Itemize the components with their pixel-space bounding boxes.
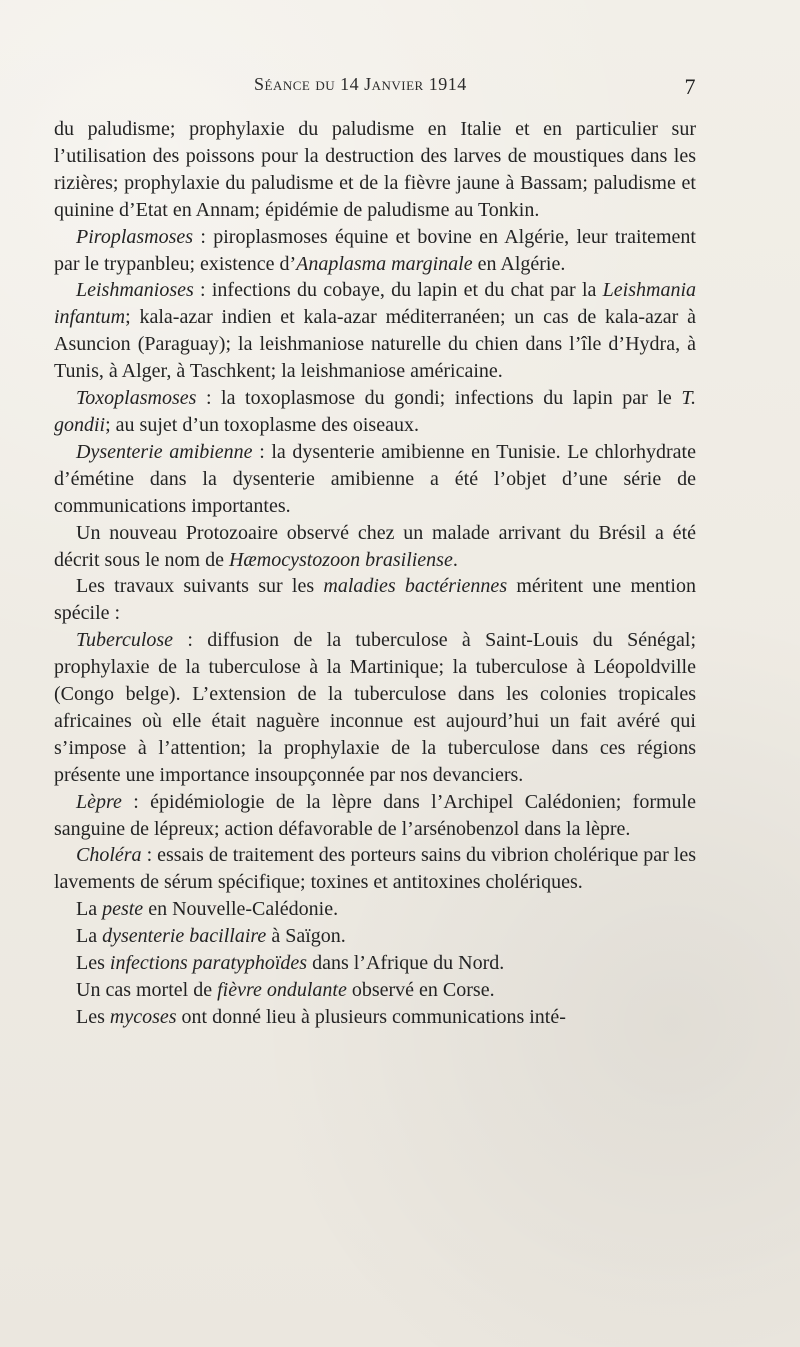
running-head: Séance du 14 Janvier 1914 xyxy=(254,74,467,94)
italic-text: mycoses xyxy=(109,1005,177,1028)
paragraph-text: ont donné lieu à plusieurs communications inté- xyxy=(176,1005,566,1028)
paragraph-text: La xyxy=(76,898,103,921)
paragraph-text: en Algérie. xyxy=(472,252,566,275)
paragraph-text: : infections du cobaye, du lapin et du chat par la xyxy=(193,279,603,302)
term-lepre: Lèpre xyxy=(76,790,122,813)
paragraph-toxoplasmoses xyxy=(54,385,696,439)
paragraph-text: . xyxy=(452,548,458,571)
paragraph-maladies-bacteriennes xyxy=(54,573,696,627)
paragraph-text: dans l’Afrique du Nord. xyxy=(307,952,505,975)
italic-text: infections paratyphoïdes xyxy=(109,952,308,975)
paragraph-peste xyxy=(54,896,696,923)
italic-text: maladies bactériennes xyxy=(323,575,508,598)
term-leishmanioses: Leishmanioses xyxy=(76,279,194,302)
paragraph-dysenterie-bacillaire xyxy=(54,923,696,950)
term-tuberculose: Tuberculose xyxy=(76,629,174,652)
paragraph-cholera xyxy=(54,842,696,896)
paragraph-tuberculose xyxy=(54,627,696,788)
paragraph-protozoaire xyxy=(54,520,696,574)
document-body xyxy=(54,116,696,1031)
italic-text: Anaplasma marginale xyxy=(296,252,473,275)
italic-text: Hæmocystozoon brasiliense xyxy=(228,548,453,571)
term-piroplasmoses: Piroplasmoses xyxy=(76,225,194,248)
paragraph-text: : la dysenterie amibienne en Tunisie. Le chlorhydrate d’émétine dans la dysenterie amibienne a été l’objet d’une série de communications importantes. xyxy=(54,440,696,517)
paragraph-text: Les travaux suivants sur les xyxy=(76,575,324,598)
paragraph-text: à Saïgon. xyxy=(266,925,346,948)
paragraph-paludisme xyxy=(54,116,696,224)
paragraph-dysenterie-amibienne xyxy=(54,439,696,520)
page-header xyxy=(54,74,696,104)
term-toxoplasmoses: Toxoplasmoses xyxy=(76,387,197,410)
italic-text: T. gondii xyxy=(54,387,696,436)
paragraph-text: ; au sujet d’un toxoplasme des oiseaux. xyxy=(105,413,419,436)
paragraph-text: La xyxy=(76,925,103,948)
term-cholera: Choléra xyxy=(76,844,142,867)
paragraph-leishmanioses xyxy=(54,277,696,385)
paragraph-lepre xyxy=(54,789,696,843)
paragraph-text: : épidémiologie de la lèpre dans l’Archipel Calédonien; formule sanguine de lépreux; action défavorable de l’arsénobenzol dans la lèpre. xyxy=(54,790,696,840)
paragraph-infections-paratyphoides xyxy=(54,950,696,977)
italic-text: Leishmania infantum xyxy=(54,279,696,329)
paragraph-text: observé en Corse. xyxy=(346,979,495,1001)
paragraph-text: : la toxoplasmose du gondi; infections du lapin par le xyxy=(196,387,682,410)
paragraph-fievre-ondulante xyxy=(54,977,696,1004)
italic-text: peste xyxy=(102,898,144,921)
page-number: 7 xyxy=(684,74,696,99)
italic-text: dysenterie bacillaire xyxy=(102,925,267,948)
paragraph-mycoses xyxy=(54,1004,696,1031)
paragraph-text: en Nouvelle-Calédonie. xyxy=(143,898,339,921)
paragraph-text: Les xyxy=(76,952,110,975)
paragraph-piroplasmoses xyxy=(54,224,696,278)
paragraph-text: Un nouveau Protozoaire observé chez un malade arrivant du Brésil a été décrit sous le nom de xyxy=(54,521,696,571)
paragraph-text: Un cas mortel de xyxy=(76,979,218,1001)
paragraph-text: méritent une mention spécile : xyxy=(54,575,696,625)
paragraph-text: : essais de traitement des porteurs sains du vibrion cholérique par les lavements de sérum spécifique; toxines et antitoxines cholériques. xyxy=(54,844,696,894)
paragraph-text: Les xyxy=(76,1005,110,1028)
paragraph-text: du paludisme; prophylaxie du paludisme en Italie et en particulier sur l’utilisation des poissons pour la destruction des larves de moustiques dans les rizières; prophylaxie du paludisme et de la fièvre jaune à Bassam; paludisme et quinine d’Etat en Annam; épidémie de paludisme au Tonkin. xyxy=(54,118,696,221)
paragraph-text: ; kala-azar indien et kala-azar méditerranéen; un cas de kala-azar à Asuncion (Paraguay); la leishmaniose naturelle du chien dans l’île d’Hydra, à Tunis, à Alger, à Taschkent; la leishmaniose américaine. xyxy=(54,306,696,383)
italic-text: fièvre ondulante xyxy=(217,979,347,1001)
paragraph-text: : piroplasmoses équine et bovine en Algérie, leur traitement par le trypanbleu; existence d’ xyxy=(54,225,696,275)
term-dysenterie-amibienne: Dysenterie amibienne xyxy=(76,440,253,463)
paragraph-text: : diffusion de la tuberculose à Saint-Louis du Sénégal; prophylaxie de la tuberculose à la Martinique; la tuberculose à Léopoldville (Congo belge). L’extension de la tuberculose dans les colonies tropicales africaines où elle était naguère inconnue est aujourd’hui un fait avéré qui s’impose à l’attention; la prophylaxie de la tuberculose dans ces régions présente une importance insoupçonnée par nos devanciers. xyxy=(54,629,696,786)
